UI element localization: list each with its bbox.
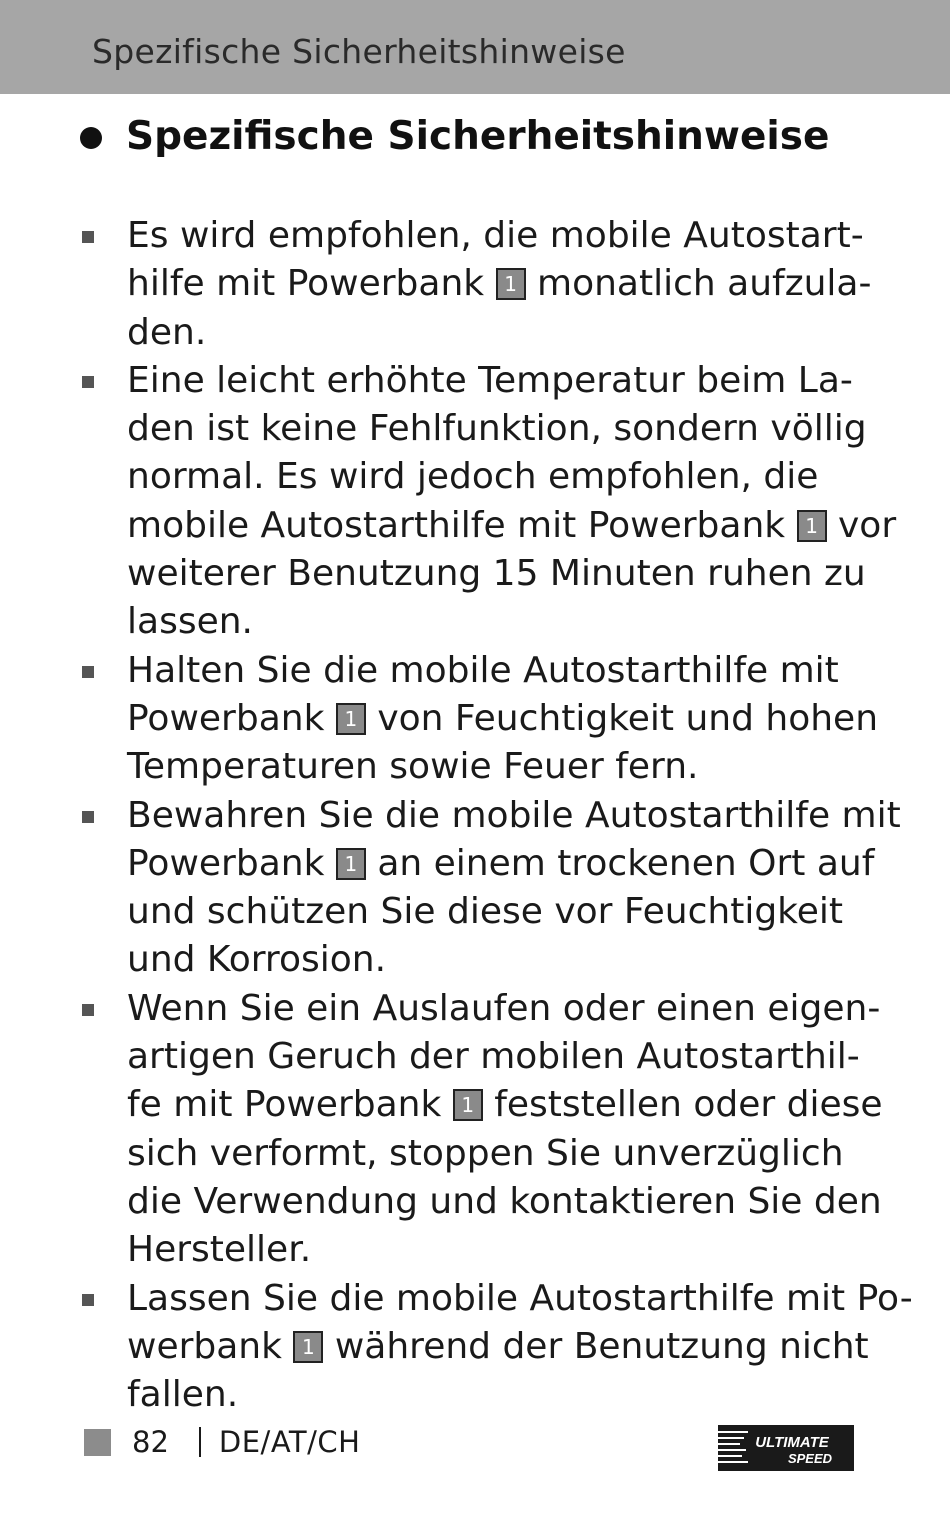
heading-bullet-dot	[80, 127, 102, 149]
text-line: artigen Geruch der mobilen Autostarthil-	[127, 1036, 860, 1078]
text-line: Es wird empfohlen, die mobile Autostart-	[127, 215, 864, 256]
text-line: Temperaturen sowie Feuer fern.	[127, 746, 699, 788]
header-title: Spezifische Sicherheitshinweise	[92, 32, 626, 71]
text-line: normal. Es wird jedoch empfohlen, die	[127, 456, 819, 498]
text-line: Powerbank 1 von Feuchtigkeit und hohen	[127, 697, 879, 739]
text-line: hilfe mit Powerbank 1 monatlich aufzula-	[127, 263, 872, 305]
text-line: und Korrosion.	[127, 939, 387, 981]
square-bullet-icon	[82, 811, 94, 823]
square-bullet-icon	[82, 231, 94, 243]
list-item	[80, 647, 880, 792]
footer-square-icon	[84, 1429, 111, 1456]
reference-number-badge: 1	[453, 1089, 483, 1121]
text-line: weiterer Benutzung 15 Minuten ruhen zu	[127, 553, 866, 595]
list-item	[80, 212, 880, 357]
list-item	[80, 792, 901, 985]
text-line: mobile Autostarthilfe mit Powerbank 1 vor	[127, 504, 897, 546]
reference-number-badge: 1	[797, 510, 827, 542]
square-bullet-icon	[82, 1004, 94, 1016]
reference-number-badge: 1	[293, 1331, 323, 1363]
text-line: und schützen Sie diese vor Feuchtigkeit	[127, 891, 844, 933]
list-item	[80, 985, 883, 1275]
text-line: fe mit Powerbank 1 feststellen oder diese	[127, 1084, 883, 1126]
text-line: die Verwendung und kontaktieren Sie den	[127, 1180, 882, 1222]
footer-divider	[199, 1427, 201, 1457]
square-bullet-icon	[82, 666, 94, 678]
section-heading	[80, 112, 829, 162]
safety-instructions-list	[80, 212, 913, 1419]
text-line: fallen.	[127, 1374, 239, 1416]
square-bullet-icon	[82, 376, 94, 388]
text-line: Bewahren Sie die mobile Autostarthilfe mit	[127, 794, 901, 836]
text-line: Wenn Sie ein Auslaufen oder einen eigen-	[127, 987, 881, 1029]
region-code: DE/AT/CH	[218, 1425, 361, 1459]
page-number: 82	[132, 1425, 169, 1459]
square-bullet-icon	[82, 1294, 94, 1306]
header-bar	[0, 0, 950, 94]
text-line: den.	[127, 311, 207, 353]
reference-number-badge: 1	[336, 703, 366, 735]
svg-text:ULTIMATE: ULTIMATE	[755, 1434, 829, 1451]
text-line: Hersteller.	[127, 1229, 312, 1271]
brand-logo	[718, 1425, 854, 1471]
reference-number-badge: 1	[496, 268, 526, 300]
list-item	[80, 357, 897, 647]
text-line: den ist keine Fehlfunktion, sondern völlig	[127, 408, 867, 450]
svg-text:SPEED: SPEED	[787, 1451, 833, 1466]
text-line: Eine leicht erhöhte Temperatur beim La-	[127, 359, 853, 401]
reference-number-badge: 1	[336, 848, 366, 880]
list-item	[80, 1275, 913, 1420]
text-line: Powerbank 1 an einem trockenen Ort auf	[127, 842, 875, 884]
page-footer	[84, 1422, 360, 1462]
text-line: lassen.	[127, 601, 253, 643]
text-line: Halten Sie die mobile Autostarthilfe mit	[127, 649, 839, 691]
section-heading-text: Spezifische Sicherheitshinweise	[126, 114, 830, 159]
text-line: sich verformt, stoppen Sie unverzüglich	[127, 1132, 844, 1174]
text-line: werbank 1 während der Benutzung nicht	[127, 1325, 869, 1367]
text-line: Lassen Sie die mobile Autostarthilfe mit Po-	[127, 1277, 913, 1319]
